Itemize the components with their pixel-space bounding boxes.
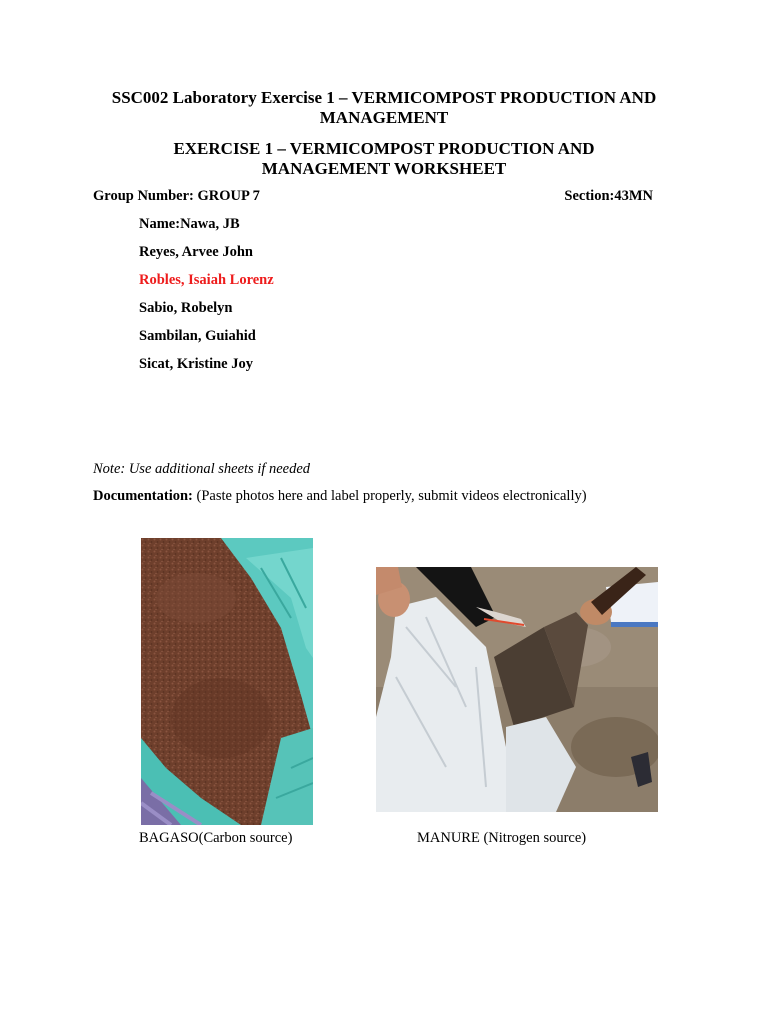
subtitle-line-2: MANAGEMENT WORKSHEET <box>261 159 507 178</box>
manure-photo <box>376 567 658 812</box>
title-line-2: MANAGEMENT <box>319 108 449 127</box>
bagasse-photo <box>141 538 313 825</box>
bagasse-caption: BAGASO(Carbon source) <box>139 830 293 846</box>
member-name: Name:Nawa, JB <box>139 216 240 232</box>
member-name: Sabio, Robelyn <box>139 300 233 316</box>
member-name: Reyes, Arvee John <box>139 244 253 260</box>
manure-caption: MANURE (Nitrogen source) <box>417 830 587 846</box>
note-text: Note: Use additional sheets if needed <box>93 461 311 477</box>
documentation-line <box>93 488 587 505</box>
member-name: Sicat, Kristine Joy <box>139 356 253 372</box>
documentation-label: Documentation: <box>93 488 193 504</box>
subtitle-line-1: EXERCISE 1 – VERMICOMPOST PRODUCTION AND <box>173 139 595 158</box>
group-info-row <box>93 188 653 205</box>
member-name-highlighted: Robles, Isaiah Lorenz <box>139 272 274 288</box>
documentation-instructions: (Paste photos here and label properly, submit videos electronically) <box>192 488 587 504</box>
member-name: Sambilan, Guiahid <box>139 328 256 344</box>
section-label: Section:43MN <box>564 188 653 204</box>
member-list <box>139 215 274 383</box>
group-number: Group Number: GROUP 7 <box>93 188 260 204</box>
title-line-1: SSC002 Laboratory Exercise 1 – VERMICOMPOST PRODUCTION AND <box>111 88 657 107</box>
